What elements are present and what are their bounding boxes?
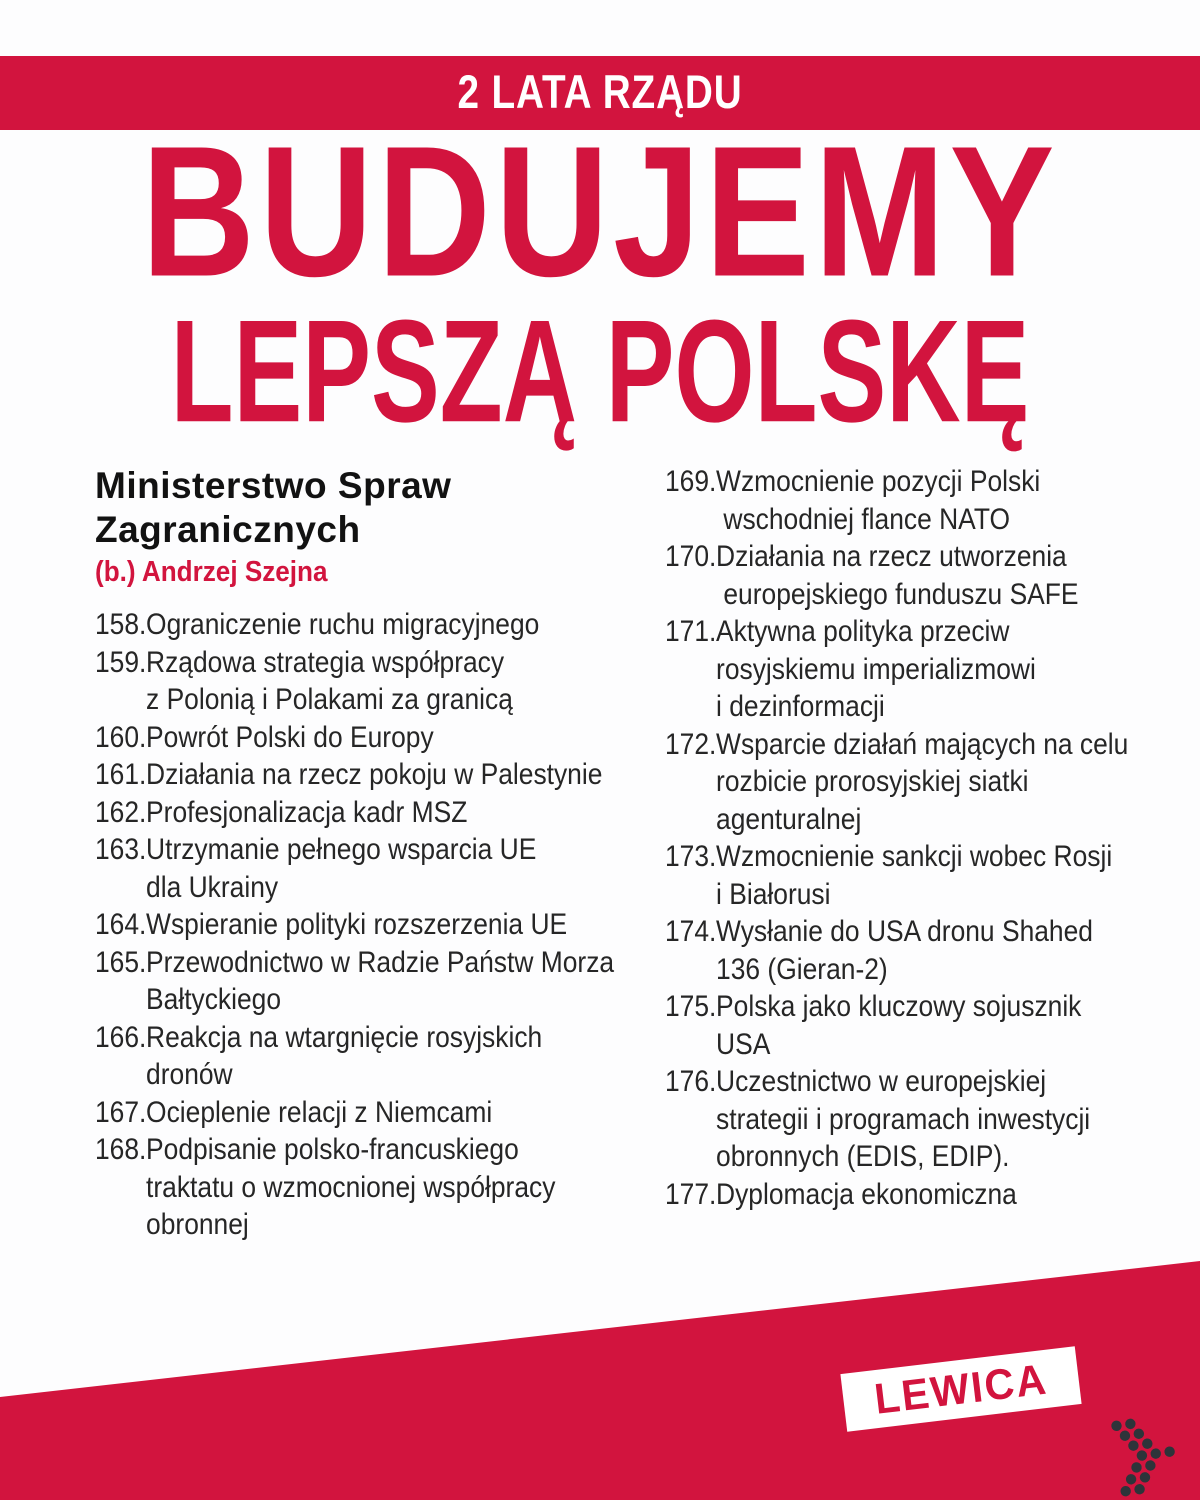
item-line: Ocieplenie relacji z Niemcami	[146, 1095, 493, 1129]
item-line: Utrzymanie pełnego wsparcia UE	[146, 833, 537, 866]
item-text	[716, 913, 1093, 988]
item-line: Profesjonalizacja kadr MSZ	[146, 795, 468, 829]
item-number: 168.	[95, 1133, 147, 1166]
item-number: 171.	[665, 615, 717, 648]
item-line: USA	[716, 1027, 771, 1061]
item-line: dronów	[146, 1058, 233, 1091]
list-item	[95, 1094, 711, 1132]
item-line: Wysłanie do USA dronu Shahed	[716, 915, 1093, 948]
item-text	[146, 1019, 542, 1094]
list-item	[665, 538, 1200, 613]
item-line: Działania na rzecz utworzenia	[716, 540, 1067, 573]
item-line: Działania na rzecz pokoju w Palestynie	[146, 758, 603, 791]
headline-secondary: LEPSZĄ POLSKĘ	[170, 289, 1030, 453]
item-line: Polska jako kluczowy sojusznik	[716, 990, 1082, 1023]
ministry-title	[95, 464, 451, 552]
ministry-title-line1: Ministerstwo Spraw	[95, 465, 452, 506]
list-item	[95, 906, 711, 944]
list-item	[665, 988, 1200, 1063]
achievements-list-left	[95, 606, 711, 1244]
item-text	[716, 463, 1040, 538]
item-text	[146, 906, 567, 944]
list-item	[95, 1131, 711, 1244]
item-line: agenturalnej	[716, 802, 862, 836]
achievements-list-right	[665, 463, 1200, 1213]
item-number: 162.	[95, 795, 147, 829]
list-item	[95, 756, 711, 794]
item-text	[146, 794, 467, 832]
item-line: i dezinformacji	[716, 690, 885, 723]
item-number: 172.	[665, 727, 717, 761]
item-line: obronnych (EDIS, EDIP).	[716, 1140, 1010, 1173]
list-item	[95, 794, 711, 832]
item-line: Wzmocnienie pozycji Polski	[716, 465, 1041, 498]
list-item	[665, 1176, 1200, 1214]
item-number: 177.	[665, 1177, 717, 1211]
item-text	[146, 831, 536, 906]
item-line: traktatu o wzmocnionej współpracy	[146, 1170, 556, 1204]
banner-label: 2 LATA RZĄDU	[457, 66, 743, 119]
item-line: Wsparcie działań mających na celu	[716, 727, 1129, 761]
item-line: obronnej	[146, 1208, 249, 1241]
item-line: z Polonią i Polakami za granicą	[146, 683, 513, 716]
item-line: Ograniczenie ruchu migracyjnego	[146, 608, 540, 641]
item-text	[146, 944, 614, 1019]
headline-primary: BUDUJEMY	[141, 106, 1059, 316]
item-number: 175.	[665, 990, 717, 1023]
item-text	[716, 1063, 1090, 1176]
item-line: Podpisanie polsko-francuskiego	[146, 1133, 519, 1166]
item-number: 160.	[95, 720, 147, 754]
item-text	[716, 726, 1128, 839]
ministry-title-line2: Zagranicznych	[95, 509, 361, 550]
ministry-minister: (b.) Andrzej Szejna	[95, 556, 328, 588]
item-number: 174.	[665, 915, 717, 948]
list-item	[665, 838, 1200, 913]
item-line: Przewodnictwo w Radzie Państw Morza	[146, 945, 615, 979]
item-number: 164.	[95, 908, 147, 941]
item-line: Aktywna polityka przeciw	[716, 615, 1010, 648]
item-line: Wzmocnienie sankcji wobec Rosji	[716, 840, 1113, 873]
item-line: Bałtyckiego	[146, 983, 282, 1016]
item-number: 167.	[95, 1095, 147, 1129]
item-line: Powrót Polski do Europy	[146, 720, 434, 754]
item-number: 176.	[665, 1065, 717, 1098]
item-text	[146, 606, 539, 644]
list-item	[665, 913, 1200, 988]
list-item	[95, 719, 711, 757]
list-item	[95, 944, 711, 1019]
item-text	[146, 1131, 555, 1244]
item-text	[146, 644, 513, 719]
item-text	[146, 756, 602, 794]
item-line: Reakcja na wtargnięcie rosyjskich	[146, 1020, 543, 1054]
item-line: europejskiego funduszu SAFE	[716, 577, 1079, 611]
item-number: 173.	[665, 840, 717, 873]
list-item	[95, 644, 711, 719]
item-number: 170.	[665, 540, 717, 573]
item-text	[146, 1094, 492, 1132]
list-item	[665, 463, 1200, 538]
item-number: 166.	[95, 1020, 147, 1054]
chevron-dots-icon	[1109, 1412, 1184, 1500]
item-number: 161.	[95, 758, 147, 791]
item-line: strategii i programach inwestycji	[716, 1102, 1091, 1136]
item-line: i Białorusi	[716, 877, 831, 911]
list-item	[665, 613, 1200, 726]
lewica-logo-label: LEWICA	[871, 1354, 1051, 1423]
item-line: rosyjskiemu imperializmowi	[716, 652, 1036, 686]
list-item	[95, 606, 711, 644]
item-text	[716, 988, 1081, 1063]
item-text	[716, 613, 1036, 726]
item-number: 169.	[665, 465, 717, 498]
list-item	[95, 831, 711, 906]
item-line: Uczestnictwo w europejskiej	[716, 1065, 1047, 1098]
list-item	[665, 1063, 1200, 1176]
list-item	[95, 1019, 711, 1094]
item-text	[146, 719, 434, 757]
item-number: 165.	[95, 945, 147, 979]
item-number: 163.	[95, 833, 147, 866]
item-text	[716, 1176, 1017, 1214]
item-line: dla Ukrainy	[146, 870, 279, 904]
item-text	[716, 838, 1112, 913]
item-number: 159.	[95, 645, 147, 679]
item-line: Rządowa strategia współpracy	[146, 645, 505, 679]
item-line: rozbicie prorosyjskiej siatki	[716, 765, 1029, 798]
item-number: 158.	[95, 608, 147, 641]
list-item	[665, 726, 1200, 839]
item-text	[716, 538, 1078, 613]
item-line: 136 (Gieran-2)	[716, 952, 888, 986]
item-line: wschodniej flance NATO	[716, 502, 1011, 536]
item-line: Dyplomacja ekonomiczna	[716, 1177, 1017, 1211]
item-line: Wspieranie polityki rozszerzenia UE	[146, 908, 568, 941]
